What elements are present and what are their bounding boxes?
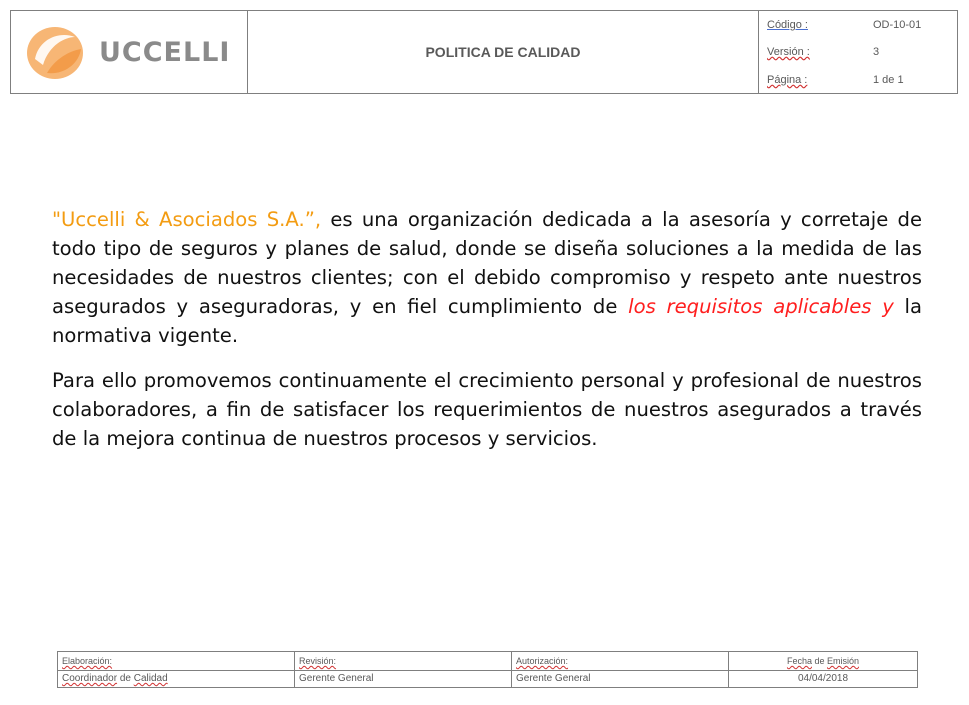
pagina-label: Página : [767, 74, 808, 86]
elaboracion-header: Elaboración: [58, 652, 295, 670]
document-header [10, 10, 958, 94]
codigo-value: OD-10-01 [873, 19, 922, 31]
policy-paragraph-2: Para ello promovemos continuamente el crecimiento personal y profesional de nuestros colaboradores, a fin de satisfacer los requerimientos de nuestros asegurados a través de la mejora continua de nuestros procesos y servicios. [52, 369, 922, 450]
title-cell [248, 11, 759, 93]
version-value: 3 [873, 46, 880, 58]
autorizacion-header: Autorización: [512, 652, 729, 670]
paragraph-1-text-b: la normativa vigente. [52, 295, 922, 347]
approval-value-row [58, 670, 917, 688]
uccelli-logo-icon [25, 25, 85, 81]
fecha-emision-value: 04/04/2018 [797, 673, 849, 684]
revision-header: Revisión: [295, 652, 512, 670]
company-logo-text: UCCELLI [99, 37, 231, 68]
pagina-value: 1 de 1 [873, 74, 904, 86]
approval-table [57, 651, 918, 688]
meta-row-pagina [767, 74, 949, 90]
elaboracion-value: Coordinador de Calidad [58, 670, 295, 688]
policy-body [52, 205, 922, 469]
logo-cell [11, 11, 248, 93]
autorizacion-value: Gerente General [512, 670, 729, 688]
revision-value: Gerente General [295, 670, 512, 688]
policy-paragraph-1 [52, 205, 922, 350]
codigo-label: Código : [767, 19, 808, 31]
meta-row-codigo [767, 19, 949, 35]
meta-cell [759, 11, 957, 93]
requirements-highlight: los requisitos aplicables y [628, 295, 894, 318]
document-title: POLITICA DE CALIDAD [425, 44, 581, 60]
approval-header-row [58, 652, 917, 671]
version-label: Versión : [767, 46, 810, 58]
meta-row-version [767, 46, 949, 62]
fecha-emision-header: Fecha de Emisión [786, 656, 860, 666]
paragraph-1-text-a: es una organización dedicada a la asesoría y corretaje de todo tipo de seguros y planes de salud, donde se diseña soluciones a la medida de las necesidades de nuestros clientes; con el debido compromiso y respeto ante nuestros asegurados y aseguradoras, y en fiel cumplimiento de [52, 208, 923, 318]
company-name-highlight: "Uccelli & Asociados S.A.”, [52, 208, 322, 231]
